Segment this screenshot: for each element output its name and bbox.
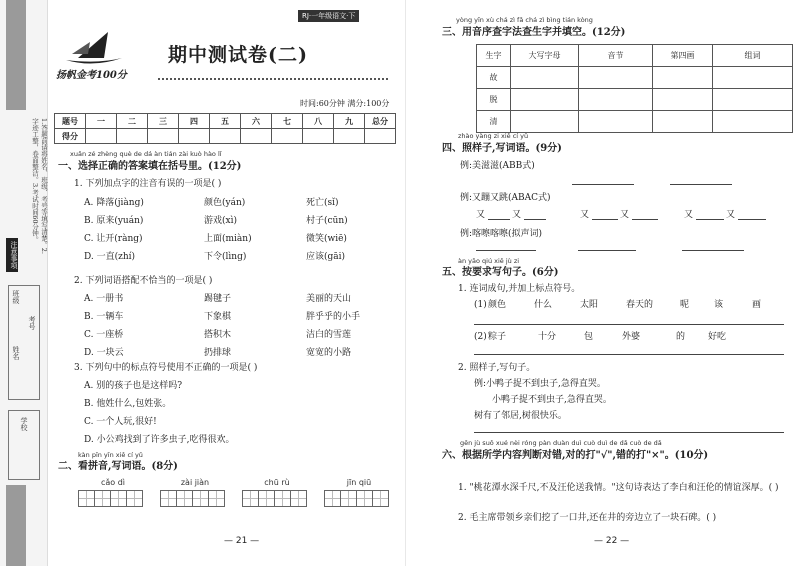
char-lookup-table (476, 44, 793, 133)
time-info: 时间:60分钟 满分:100分 (300, 99, 390, 108)
word-pinyin: chū rù (264, 478, 290, 487)
binding-sidebar (0, 0, 48, 566)
table-char: 脱 (477, 89, 511, 111)
pinyin-word-group (78, 479, 148, 511)
sidebar-gray-bottom (6, 485, 26, 566)
tianzige-box[interactable] (258, 490, 275, 507)
option-text: B. 一辆车 (84, 312, 124, 322)
score-header-cell: 九 (334, 114, 365, 129)
answer-line[interactable] (632, 219, 658, 220)
tianzige-box[interactable] (94, 490, 111, 507)
answer-cell[interactable] (653, 67, 713, 89)
score-input-cell[interactable] (86, 129, 117, 144)
option-text: 洁白的雪莲 (306, 330, 352, 340)
option-text: 死亡(sǐ) (306, 198, 339, 208)
option-text: D. 一块云 (84, 348, 124, 358)
field-class: 班级 (12, 290, 20, 304)
s6-q2: 2. 毛主席带领乡亲们挖了一口井,还在井的旁边立了一块石碑。( ) (458, 513, 717, 523)
pinyin-word-group (324, 479, 394, 511)
word-chip: 的 (676, 332, 686, 342)
score-input-cell[interactable] (148, 129, 179, 144)
answer-line[interactable] (738, 219, 766, 220)
s6-title: 六、根据所学内容判断对错,对的打"√",错的打"×"。(10分) (442, 450, 709, 461)
answer-cell[interactable] (579, 67, 653, 89)
s5-q2: 2. 照样子,写句子。 (458, 363, 536, 373)
left-page (48, 0, 400, 566)
s1-pinyin: xuǎn zé zhèng què de dá àn tián zài kuò hào lǐ (70, 150, 222, 158)
s5-example: 例:小鸭子捉不到虫子,急得直哭。 (474, 379, 606, 389)
option-text: C. 让开(ràng) (84, 234, 143, 244)
word-chip: 十分 (538, 332, 557, 342)
s5-pinyin: àn yāo qiú xiě jù zi (458, 257, 520, 265)
tianzige-box[interactable] (176, 490, 193, 507)
tianzige-box[interactable] (192, 490, 209, 507)
answer-line[interactable] (524, 219, 546, 220)
s2-pinyin: kàn pīn yīn xiě cí yǔ (78, 451, 143, 459)
you-char: 又 (684, 210, 694, 220)
score-header-cell: 五 (210, 114, 241, 129)
score-header-cell: 八 (303, 114, 334, 129)
option-text: 胖乎乎的小手 (306, 312, 361, 322)
option-text: 颜色(yán) (204, 198, 246, 208)
score-input-cell[interactable] (272, 129, 303, 144)
table-header: 组词 (713, 45, 793, 67)
answer-line[interactable] (474, 354, 784, 355)
answer-line[interactable] (578, 250, 636, 251)
answer-line[interactable] (488, 219, 510, 220)
table-char: 故 (477, 67, 511, 89)
answer-line[interactable] (476, 250, 536, 251)
logo-text: 扬帆金考100分 (56, 70, 127, 81)
page-number-right: — 22 — (594, 536, 630, 546)
score-header-cell: 七 (272, 114, 303, 129)
q1-text: 1. 下列加点字的注音有误的一项是( ) (74, 179, 222, 189)
option-text: 应该(gāi) (306, 252, 346, 262)
option-text: 扔排球 (204, 348, 232, 358)
right-page (412, 0, 800, 566)
score-input-cell[interactable] (365, 129, 396, 144)
page-gutter (405, 0, 406, 566)
word-chip: 春天的 (626, 300, 654, 310)
s5-example-2: 小鸭子捉不到虫子,急得直哭。 (492, 395, 612, 405)
answer-cell[interactable] (579, 89, 653, 111)
q3-option-a: A. 别的孩子也是这样吗? (84, 381, 183, 391)
word-chip: 什么 (534, 300, 553, 310)
s4-example-abac: 例:又蹦又跳(ABAC式) (460, 193, 551, 203)
score-header-cell: 三 (148, 114, 179, 129)
table-char: 清 (477, 111, 511, 133)
s3-pinyin: yòng yīn xù chá zì fǎ chá zì bìng tián kòng (456, 16, 593, 24)
answer-line[interactable] (474, 324, 784, 325)
word-pinyin: zài jiàn (180, 478, 210, 487)
you-char: 又 (620, 210, 630, 220)
answer-line[interactable] (682, 250, 744, 251)
score-header-cell: 题号 (55, 114, 86, 129)
q3-text: 3. 下列句中的标点符号使用不正确的一项是( ) (74, 363, 258, 373)
tianzige-box[interactable] (372, 490, 389, 507)
s1-title: 一、选择正确的答案填在括号里。(12分) (58, 161, 242, 172)
answer-cell[interactable] (653, 111, 713, 133)
table-header: 生字 (477, 45, 511, 67)
score-input-cell[interactable] (117, 129, 148, 144)
title-dots (158, 78, 388, 80)
word-chip: 粽子 (488, 332, 507, 342)
you-char: 又 (726, 210, 736, 220)
answer-cell[interactable] (713, 67, 793, 89)
score-input-cell[interactable] (210, 129, 241, 144)
tianzige-box[interactable] (110, 490, 127, 507)
answer-line[interactable] (592, 219, 618, 220)
answer-cell[interactable] (713, 89, 793, 111)
answer-line[interactable] (572, 184, 634, 185)
answer-line[interactable] (474, 432, 784, 433)
s5-prompt: 树有了邻居,树很快乐。 (474, 411, 567, 421)
word-chip: 呢 (680, 300, 690, 310)
score-header-cell: 总分 (365, 114, 396, 129)
sidebar-school-box (8, 410, 40, 480)
option-text: B. 原来(yuán) (84, 216, 144, 226)
word-pinyin: jīn qiū (346, 478, 372, 487)
page-number-left: — 21 — (224, 536, 260, 546)
answer-cell[interactable] (653, 89, 713, 111)
pinyin-word-group (160, 479, 230, 511)
answer-cell[interactable] (511, 89, 579, 111)
tianzige-box[interactable] (290, 490, 307, 507)
option-text: A. 一册书 (84, 294, 124, 304)
option-text: 宽宽的小路 (306, 348, 352, 358)
option-text: 下象棋 (204, 312, 232, 322)
s5-q1: 1. 连词成句,并加上标点符号。 (458, 284, 581, 294)
option-text: C. 一座桥 (84, 330, 124, 340)
s6-q1: 1. "桃花潭水深千尺,不及汪伦送我情。"这句诗表达了李白和汪伦的情谊深厚。( ) (458, 483, 779, 493)
word-chip: 画 (752, 300, 762, 310)
s6-pinyin: gēn jù suǒ xué nèi róng pàn duàn duì cuò duì de dǎ cuò de dǎ (460, 439, 662, 447)
s4-title: 四、照样子,写词语。(9分) (442, 143, 562, 154)
score-header-cell: 六 (241, 114, 272, 129)
word-chip: 包 (584, 332, 594, 342)
tianzige-box[interactable] (126, 490, 143, 507)
word-chip: 外婆 (622, 332, 641, 342)
option-text: D. 一直(zhí) (84, 252, 136, 262)
sidebar-tag: 注意事项 (6, 238, 18, 272)
tianzige-box[interactable] (356, 490, 373, 507)
pinyin-word-group (242, 479, 312, 511)
page-title: 期中测试卷(二) (168, 44, 308, 66)
option-text: 下令(lìng) (204, 252, 247, 262)
answer-line[interactable] (670, 184, 732, 185)
word-chip: 太阳 (580, 300, 599, 310)
tianzige-box[interactable] (340, 490, 357, 507)
you-char: 又 (476, 210, 486, 220)
score-input-cell[interactable] (303, 129, 334, 144)
option-text: A. 降落(jiàng) (84, 198, 144, 208)
option-text: 游戏(xì) (204, 216, 237, 226)
q3-option-c: C. 一个人玩,很好! (84, 417, 157, 427)
item-label: (1) (474, 300, 487, 310)
score-input-cell[interactable] (334, 129, 365, 144)
s3-title: 三、用音序查字法查生字并填空。(12分) (442, 27, 626, 38)
word-pinyin: cǎo dì (100, 478, 126, 487)
option-text: 微笑(wiē) (306, 234, 347, 244)
score-input-cell[interactable] (179, 129, 210, 144)
s4-pinyin: zhào yàng zi xiě cí yǔ (458, 132, 529, 140)
option-text: 村子(cūn) (306, 216, 348, 226)
sidebar-notice: 1.答题前请将姓名、班级、考号等填写清楚。2.字迹工整，卷面整洁。3.考试时间60分钟。 (31, 118, 48, 254)
you-char: 又 (512, 210, 522, 220)
score-header-cell: 四 (179, 114, 210, 129)
option-text: 搭积木 (204, 330, 232, 340)
table-header: 大写字母 (511, 45, 579, 67)
s2-title: 二、看拼音,写词语。(8分) (58, 461, 178, 472)
q2-text: 2. 下列词语搭配不恰当的一项是( ) (74, 276, 213, 286)
word-chip: 好吃 (708, 332, 727, 342)
answer-cell[interactable] (579, 111, 653, 133)
tianzige-box[interactable] (78, 490, 95, 507)
q3-option-d: D. 小公鸡找到了许多虫子,吃得很欢。 (84, 435, 235, 445)
score-header-cell: 二 (117, 114, 148, 129)
you-char: 又 (580, 210, 590, 220)
field-school: 学校 (20, 417, 28, 431)
answer-cell[interactable] (511, 67, 579, 89)
tianzige-box[interactable] (324, 490, 341, 507)
tianzige-box[interactable] (274, 490, 291, 507)
word-chip: 该 (714, 300, 724, 310)
grade-badge: RJ·一年级语文·下 (298, 10, 359, 22)
sailboat-logo-icon (58, 28, 128, 68)
answer-cell[interactable] (511, 111, 579, 133)
field-exam-no: 考号 (28, 316, 36, 330)
sidebar-form (8, 285, 40, 400)
s4-example-onomatopoeia: 例:喀嚓喀嚓(拟声词) (460, 229, 543, 239)
tianzige-box[interactable] (242, 490, 259, 507)
score-row-label: 得分 (55, 129, 86, 144)
answer-line[interactable] (696, 219, 724, 220)
q3-option-b: B. 他姓什么,包姓张。 (84, 399, 172, 409)
tianzige-box[interactable] (160, 490, 177, 507)
tianzige-box[interactable] (208, 490, 225, 507)
option-text: 踢毽子 (204, 294, 232, 304)
s4-example-abb: 例:美滋滋(ABB式) (460, 161, 535, 171)
score-table (54, 113, 396, 144)
score-input-cell[interactable] (241, 129, 272, 144)
word-chip: 颜色 (488, 300, 507, 310)
sidebar-gray-top (6, 0, 26, 110)
table-header: 音节 (579, 45, 653, 67)
table-header: 第四画 (653, 45, 713, 67)
field-name: 姓名 (12, 346, 20, 360)
s5-title: 五、按要求写句子。(6分) (442, 267, 559, 278)
option-text: 美丽的天山 (306, 294, 352, 304)
option-text: 上面(miàn) (204, 234, 252, 244)
answer-cell[interactable] (713, 111, 793, 133)
score-header-cell: 一 (86, 114, 117, 129)
item-label: (2) (474, 332, 487, 342)
